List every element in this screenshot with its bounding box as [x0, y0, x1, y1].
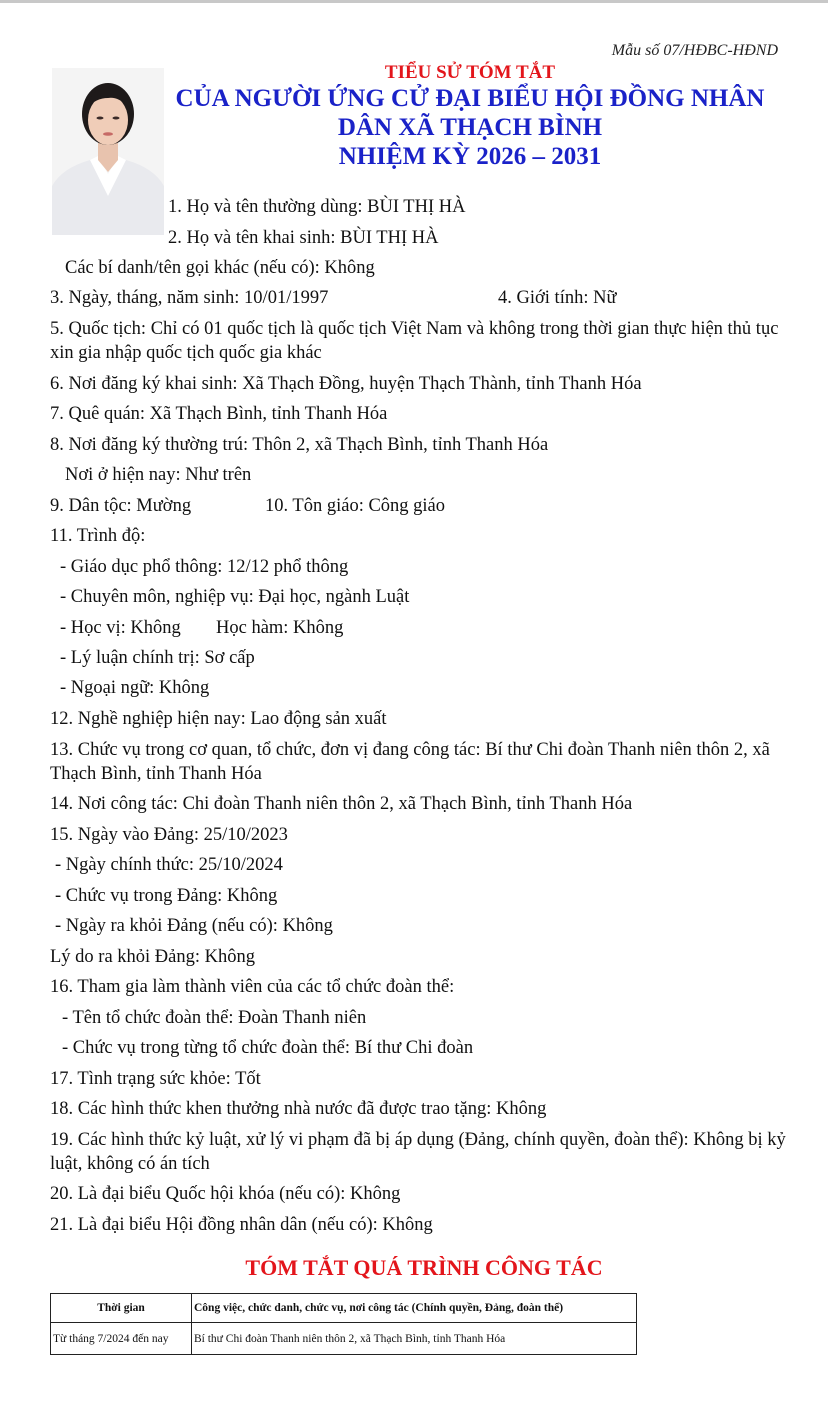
- title-line-1: CỦA NGƯỜI ỨNG CỬ ĐẠI BIỂU HỘI ĐỒNG NHÂN: [175, 85, 765, 112]
- field-nationality: 5. Quốc tịch: Chỉ có 01 quốc tịch là quốc tịch Việt Nam và không trong thời gian thực hiện thủ tục xin gia nhập quốc tịch quốc gia khác: [50, 319, 779, 363]
- title-line-2: DÂN XÃ THẠCH BÌNH: [337, 114, 603, 141]
- field-academic-title: Học hàm: Không: [216, 618, 344, 638]
- cell-position: Bí thư Chi đoàn Thanh niên thôn 2, xã Thạch Bình, tỉnh Thanh Hóa: [192, 1323, 637, 1355]
- field-common-name: 1. Họ và tên thường dùng: BÙI THỊ HÀ: [168, 197, 466, 217]
- field-awards: 18. Các hình thức khen thưởng nhà nước đã được trao tặng: Không: [50, 1099, 547, 1119]
- cell-time: Từ tháng 7/2024 đến nay: [51, 1323, 192, 1355]
- title-line-3: NHIỆM KỲ 2026 – 2031: [338, 143, 602, 170]
- field-occupation: 12. Nghề nghiệp hiện nay: Lao động sản xuất: [50, 709, 387, 729]
- field-political-theory: - Lý luận chính trị: Sơ cấp: [60, 648, 255, 668]
- field-position: 13. Chức vụ trong cơ quan, tổ chức, đơn vị đang công tác: Bí thư Chi đoàn Thanh niên thôn 2, xã Thạch Bình, tỉnh Thanh Hóa: [50, 740, 770, 784]
- top-border: [0, 0, 828, 3]
- field-organizations: 16. Tham gia làm thành viên của các tổ chức đoàn thể:: [50, 977, 455, 997]
- field-party-admission-date: 15. Ngày vào Đảng: 25/10/2023: [50, 825, 288, 845]
- header-position: Công việc, chức danh, chức vụ, nơi công tác (Chính quyền, Đảng, đoàn thể): [192, 1294, 637, 1323]
- field-peoples-council: 21. Là đại biểu Hội đồng nhân dân (nếu có): Không: [50, 1215, 433, 1235]
- field-professional-qualification: - Chuyên môn, nghiệp vụ: Đại học, ngành Luật: [60, 587, 410, 607]
- field-religion: 10. Tôn giáo: Công giáo: [265, 496, 446, 516]
- title-summary: TIỂU SỬ TÓM TẮT: [384, 62, 556, 83]
- field-organization-role: - Chức vụ trong từng tổ chức đoàn thể: Bí thư Chi đoàn: [62, 1038, 474, 1058]
- table-row: [51, 1323, 637, 1355]
- field-general-education: - Giáo dục phổ thông: 12/12 phổ thông: [60, 557, 349, 577]
- field-hometown: 7. Quê quán: Xã Thạch Bình, tỉnh Thanh Hóa: [50, 404, 388, 424]
- field-birth-registration: 6. Nơi đăng ký khai sinh: Xã Thạch Đồng, huyện Thạch Thành, tỉnh Thanh Hóa: [50, 374, 642, 394]
- work-history-table: [50, 1293, 637, 1355]
- field-foreign-language: - Ngoại ngữ: Không: [60, 678, 210, 698]
- work-history-title: TÓM TẮT QUÁ TRÌNH CÔNG TÁC: [245, 1255, 603, 1280]
- field-date-of-birth: 3. Ngày, tháng, năm sinh: 10/01/1997: [50, 288, 329, 308]
- field-aliases: Các bí danh/tên gọi khác (nếu có): Không: [65, 258, 375, 278]
- field-party-position: - Chức vụ trong Đảng: Không: [55, 886, 278, 906]
- field-discipline: 19. Các hình thức kỷ luật, xử lý vi phạm đã bị áp dụng (Đảng, chính quyền, đoàn thể): Không bị kỷ luật, không có án tích: [50, 1130, 786, 1174]
- field-party-leave-reason: Lý do ra khỏi Đảng: Không: [50, 947, 256, 967]
- field-ethnicity: 9. Dân tộc: Mường: [50, 496, 192, 516]
- field-birth-name: 2. Họ và tên khai sinh: BÙI THỊ HÀ: [168, 228, 439, 248]
- field-national-assembly: 20. Là đại biểu Quốc hội khóa (nếu có): Không: [50, 1184, 401, 1204]
- field-party-leave-date: - Ngày ra khỏi Đảng (nếu có): Không: [55, 916, 333, 936]
- field-party-official-date: - Ngày chính thức: 25/10/2024: [55, 855, 283, 875]
- candidate-photo: [52, 68, 164, 235]
- portrait-icon: [52, 68, 164, 235]
- document-header: [160, 62, 780, 171]
- field-academic-degree: - Học vị: Không: [60, 618, 181, 638]
- field-education-heading: 11. Trình độ:: [50, 526, 146, 546]
- field-current-residence: Nơi ở hiện nay: Như trên: [65, 465, 252, 485]
- field-gender: 4. Giới tính: Nữ: [498, 288, 617, 308]
- field-health: 17. Tình trạng sức khỏe: Tốt: [50, 1069, 261, 1089]
- form-code: Mẫu số 07/HĐBC-HĐND: [611, 42, 778, 59]
- field-permanent-residence: 8. Nơi đăng ký thường trú: Thôn 2, xã Thạch Bình, tỉnh Thanh Hóa: [50, 435, 549, 455]
- header-time: Thời gian: [51, 1294, 192, 1323]
- field-organization-name: - Tên tổ chức đoàn thể: Đoàn Thanh niên: [62, 1008, 367, 1028]
- table-header-row: [51, 1294, 637, 1323]
- field-workplace: 14. Nơi công tác: Chi đoàn Thanh niên thôn 2, xã Thạch Bình, tỉnh Thanh Hóa: [50, 794, 633, 814]
